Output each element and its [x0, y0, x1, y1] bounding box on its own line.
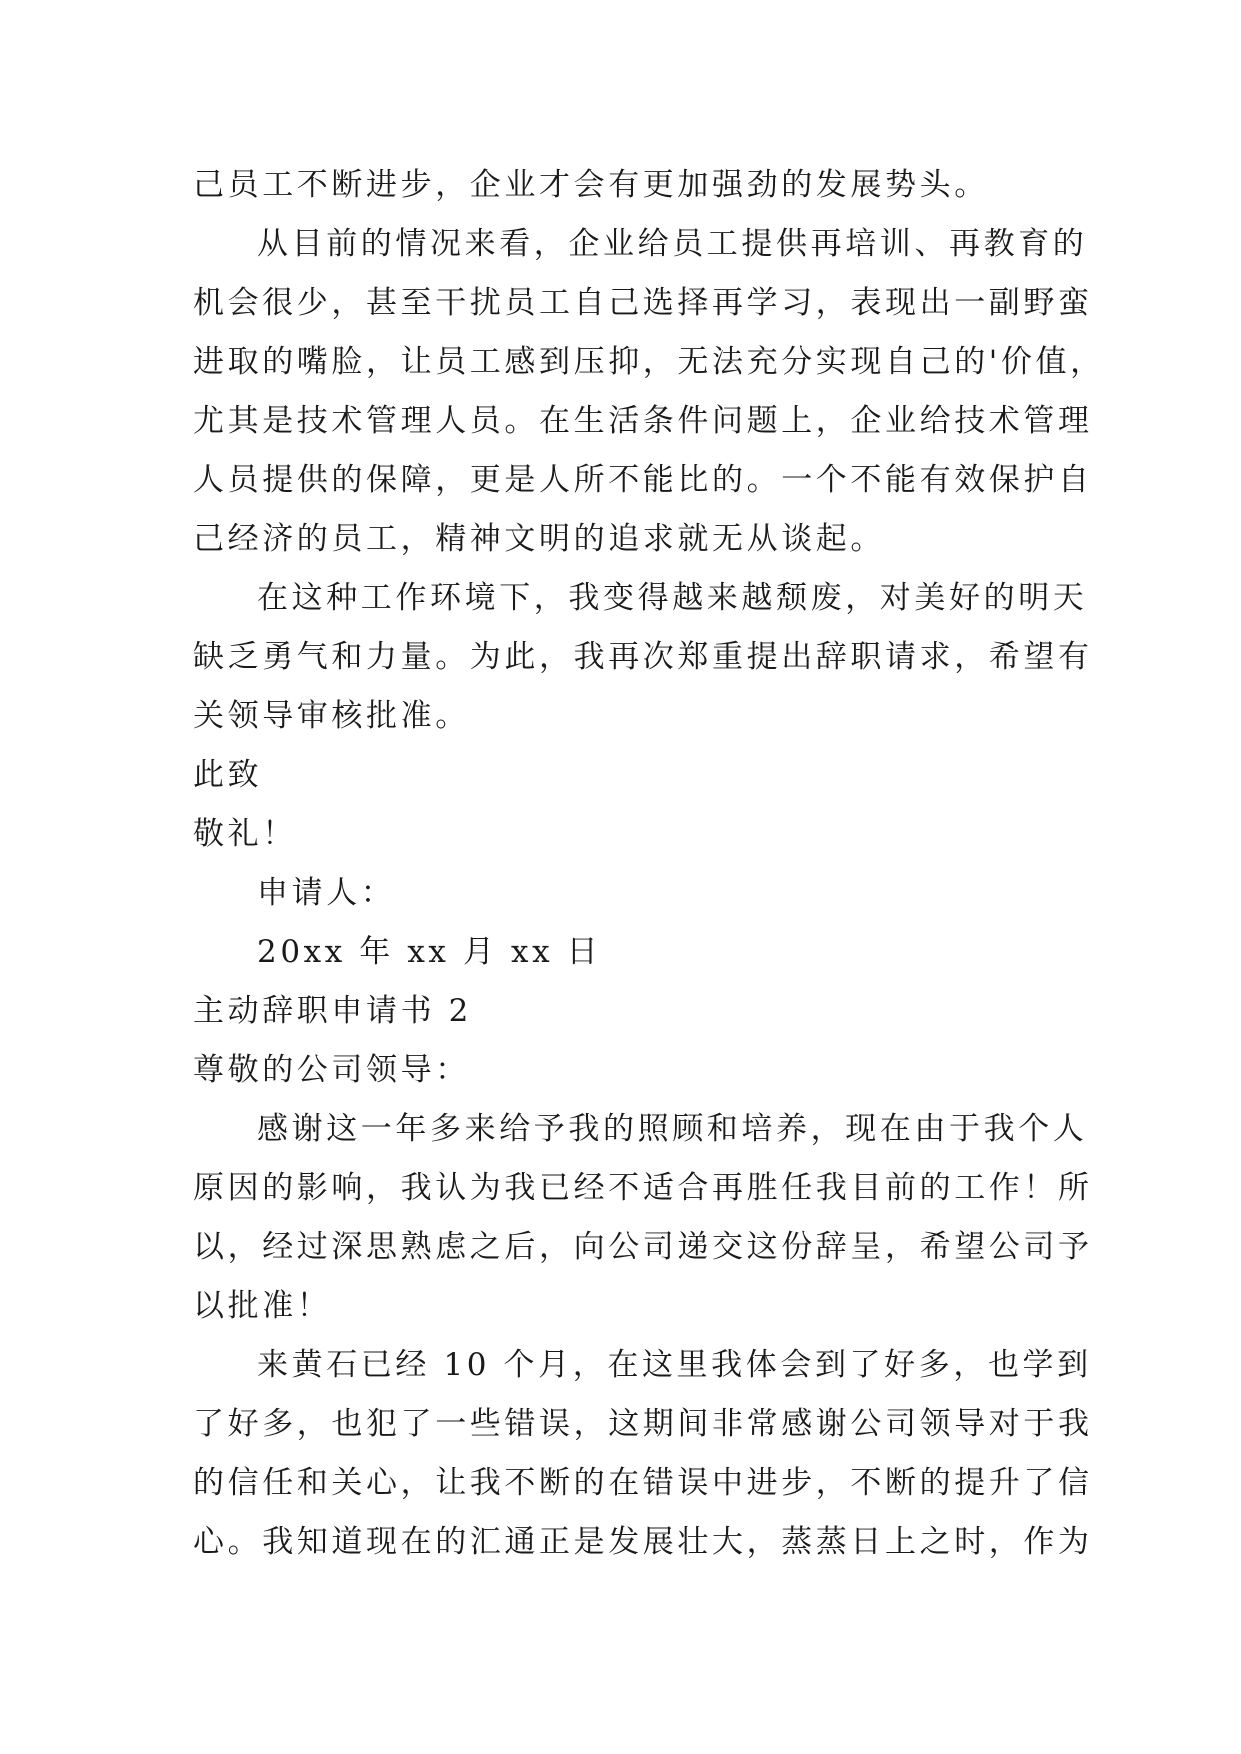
paragraph-first-line: 从目前的情况来看，企业给员工提供再培训、再教育的 — [257, 226, 1088, 262]
date-line: 20xx 年 xx 月 xx 日 — [257, 934, 602, 970]
paragraph-first-line: 在这种工作环境下，我变得越来越颓废，对美好的明天 — [257, 580, 1088, 616]
paragraph-first-line: 来黄石已经 10 个月，在这里我体会到了好多，也学到 — [257, 1347, 1092, 1383]
text-line: 以，经过深思熟虑之后，向公司递交这份辞呈，希望公司予 — [193, 1229, 1093, 1265]
text-line: 己员工不断进步，企业才会有更加强劲的发展势头。 — [193, 167, 989, 203]
text-line: 关领导审核批准。 — [193, 698, 470, 734]
text-line: 心。我知道现在的汇通正是发展壮大，蒸蒸日上之时，作为 — [193, 1524, 1093, 1560]
text-line: 人员提供的保障，更是人所不能比的。一个不能有效保护自 — [193, 462, 1093, 498]
text-line: 进取的嘴脸，让员工感到压抑，无法充分实现自己的'价值， — [193, 344, 1105, 380]
text-line: 的信任和关心，让我不断的在错误中进步，不断的提升了信 — [193, 1465, 1093, 1501]
paragraph-first-line: 感谢这一年多来给予我的照顾和培养，现在由于我个人 — [257, 1111, 1088, 1147]
text-line: 尤其是技术管理人员。在生活条件问题上，企业给技术管理 — [193, 403, 1093, 439]
text-line: 机会很少，甚至干扰员工自己选择再学习，表现出一副野蛮 — [193, 285, 1093, 321]
closing-salutation: 此致 — [193, 757, 263, 793]
text-line: 了好多，也犯了一些错误，这期间非常感谢公司领导对于我 — [193, 1406, 1093, 1442]
text-line: 己经济的员工，精神文明的追求就无从谈起。 — [193, 521, 885, 557]
document-body — [193, 156, 1105, 1572]
text-line: 缺乏勇气和力量。为此，我再次郑重提出辞职请求，希望有 — [193, 639, 1093, 675]
applicant-label: 申请人： — [257, 875, 396, 911]
text-line: 以批准！ — [193, 1288, 332, 1324]
text-line: 原因的影响，我认为我已经不适合再胜任我目前的工作！所 — [193, 1170, 1093, 1206]
section-title: 主动辞职申请书 2 — [193, 993, 472, 1029]
greeting: 尊敬的公司领导： — [193, 1052, 470, 1088]
closing-regards: 敬礼！ — [193, 816, 297, 852]
